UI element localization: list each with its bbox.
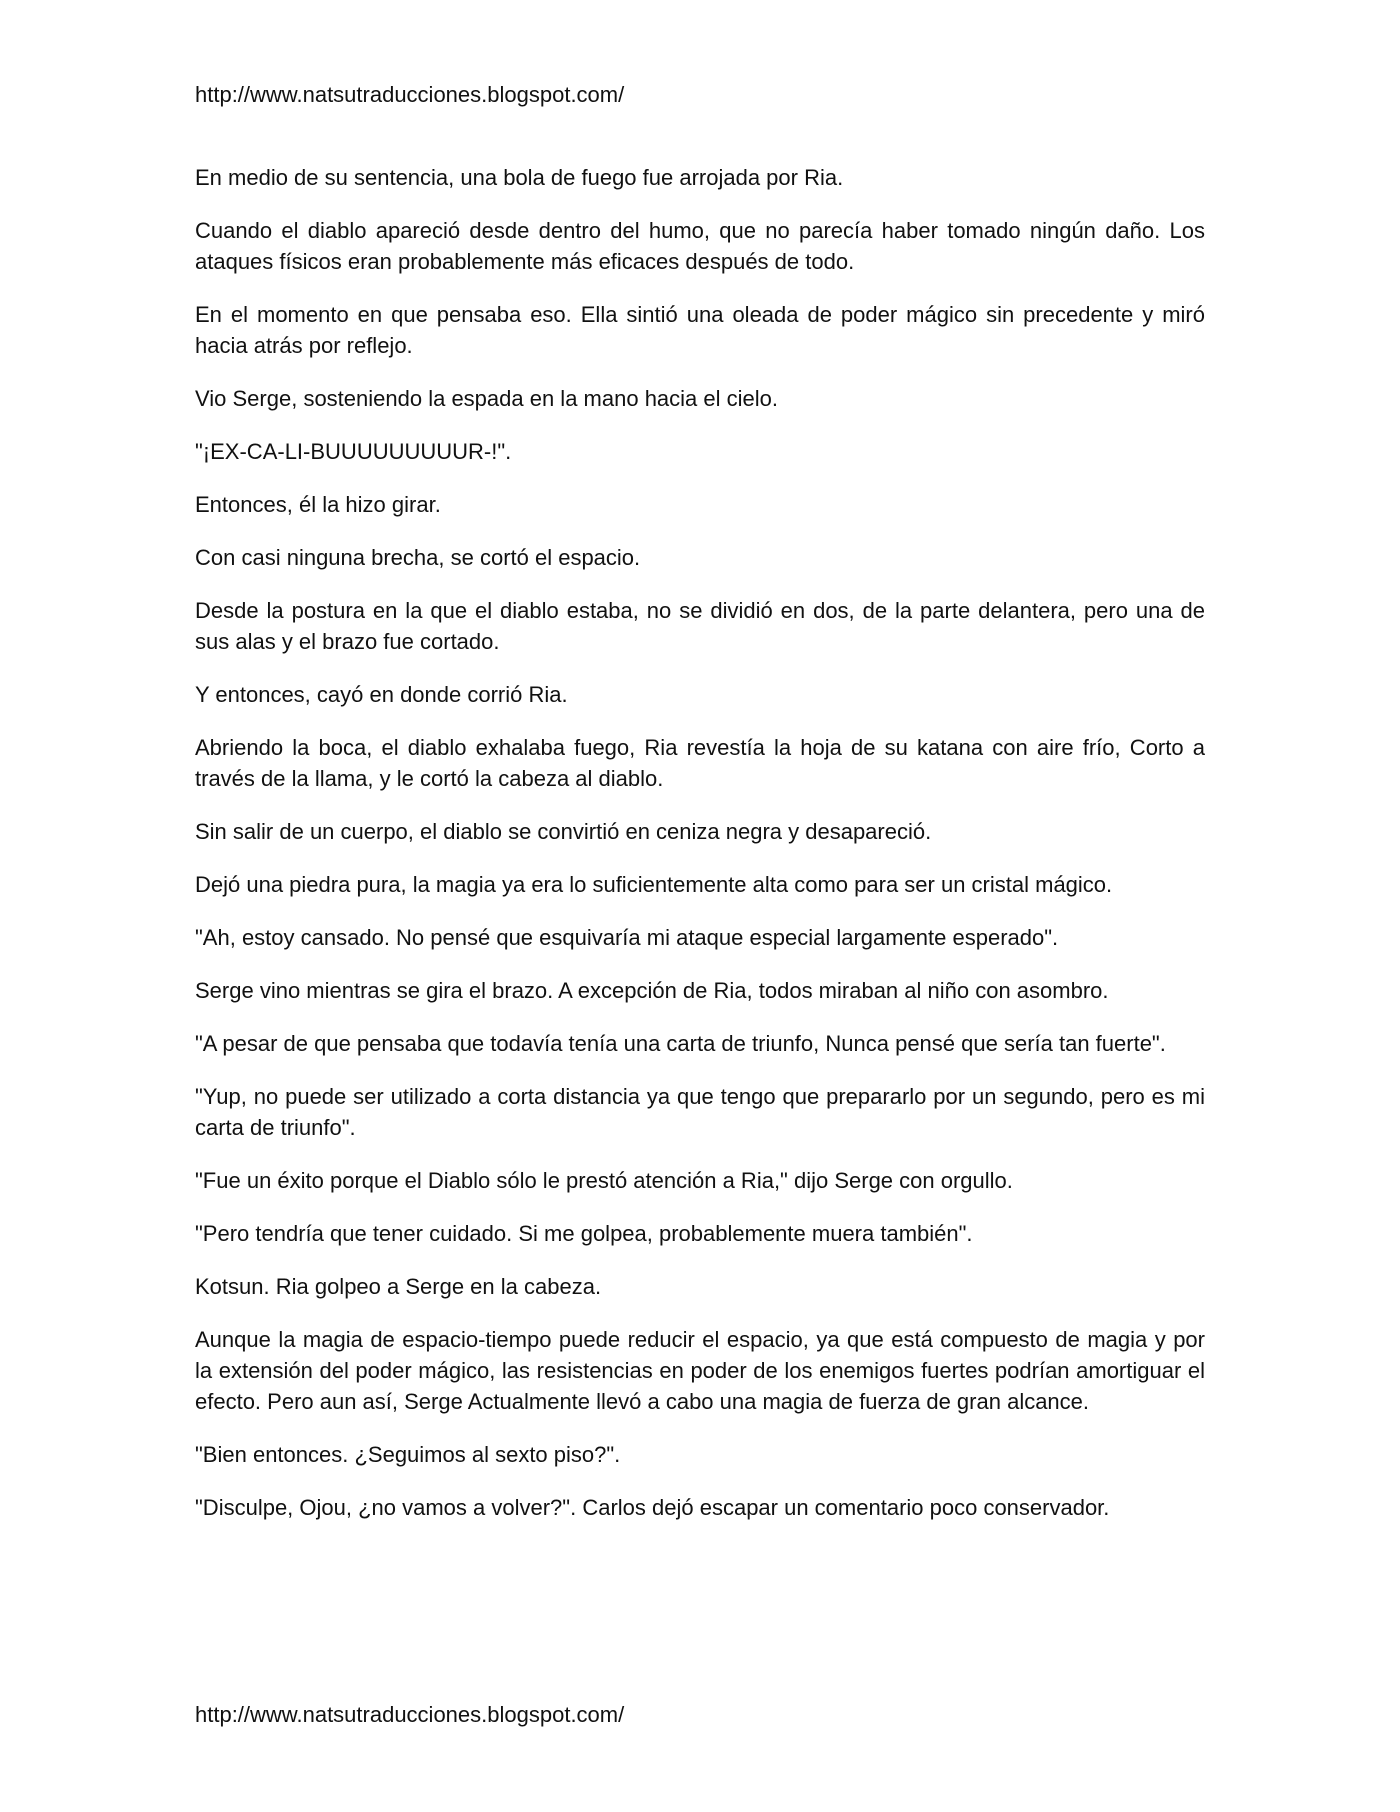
document-body (195, 162, 1205, 1545)
footer-url: http://www.natsutraducciones.blogspot.com/ (195, 1702, 625, 1727)
paragraph: En medio de su sentencia, una bola de fuego fue arrojada por Ria. (195, 165, 844, 190)
paragraph: Y entonces, cayó en donde corrió Ria. (195, 682, 568, 707)
paragraph: Sin salir de un cuerpo, el diablo se convirtió en ceniza negra y desapareció. (195, 819, 932, 844)
paragraph: Desde la postura en la que el diablo estaba, no se dividió en dos, de la parte delantera, pero una de sus alas y el brazo fue cortado. (195, 598, 1205, 654)
paragraph: "Fue un éxito porque el Diablo sólo le prestó atención a Ria," dijo Serge con orgullo. (195, 1168, 1013, 1193)
paragraph: Abriendo la boca, el diablo exhalaba fuego, Ria revestía la hoja de su katana con aire frío, Corto a través de la llama, y le cortó la cabeza al diablo. (195, 735, 1205, 791)
paragraph: "¡EX-CA-LI-BUUUUUUUUUR-!". (195, 439, 512, 464)
paragraph: Kotsun. Ria golpeo a Serge en la cabeza. (195, 1274, 602, 1299)
paragraph: En el momento en que pensaba eso. Ella sintió una oleada de poder mágico sin precedente y miró hacia atrás por reflejo. (195, 302, 1205, 358)
paragraph: "A pesar de que pensaba que todavía tenía una carta de triunfo, Nunca pensé que sería tan fuerte". (195, 1031, 1166, 1056)
paragraph: Vio Serge, sosteniendo la espada en la mano hacia el cielo. (195, 386, 778, 411)
paragraph: Con casi ninguna brecha, se cortó el espacio. (195, 545, 641, 570)
paragraph: Serge vino mientras se gira el brazo. A excepción de Ria, todos miraban al niño con asombro. (195, 978, 1109, 1003)
paragraph: "Pero tendría que tener cuidado. Si me golpea, probablemente muera también". (195, 1221, 973, 1246)
paragraph: "Yup, no puede ser utilizado a corta distancia ya que tengo que prepararlo por un segundo, pero es mi carta de triunfo". (195, 1084, 1205, 1140)
paragraph: "Ah, estoy cansado. No pensé que esquivaría mi ataque especial largamente esperado". (195, 925, 1059, 950)
paragraph: "Disculpe, Ojou, ¿no vamos a volver?". Carlos dejó escapar un comentario poco conservador. (195, 1495, 1110, 1520)
paragraph: "Bien entonces. ¿Seguimos al sexto piso?". (195, 1442, 621, 1467)
header-url: http://www.natsutraducciones.blogspot.com/ (195, 82, 625, 107)
paragraph: Aunque la magia de espacio-tiempo puede reducir el espacio, ya que está compuesto de magia y por la extensión del poder mágico, las resistencias en poder de los enemigos fuertes podrían amortiguar el efecto. Pero aun así, Serge Actualmente llevó a cabo una magia de fuerza de gran alcance. (195, 1327, 1205, 1414)
paragraph: Cuando el diablo apareció desde dentro del humo, que no parecía haber tomado ningún daño. Los ataques físicos eran probablemente más eficaces después de todo. (195, 218, 1205, 274)
paragraph: Entonces, él la hizo girar. (195, 492, 441, 517)
paragraph: Dejó una piedra pura, la magia ya era lo suficientemente alta como para ser un cristal mágico. (195, 872, 1113, 897)
